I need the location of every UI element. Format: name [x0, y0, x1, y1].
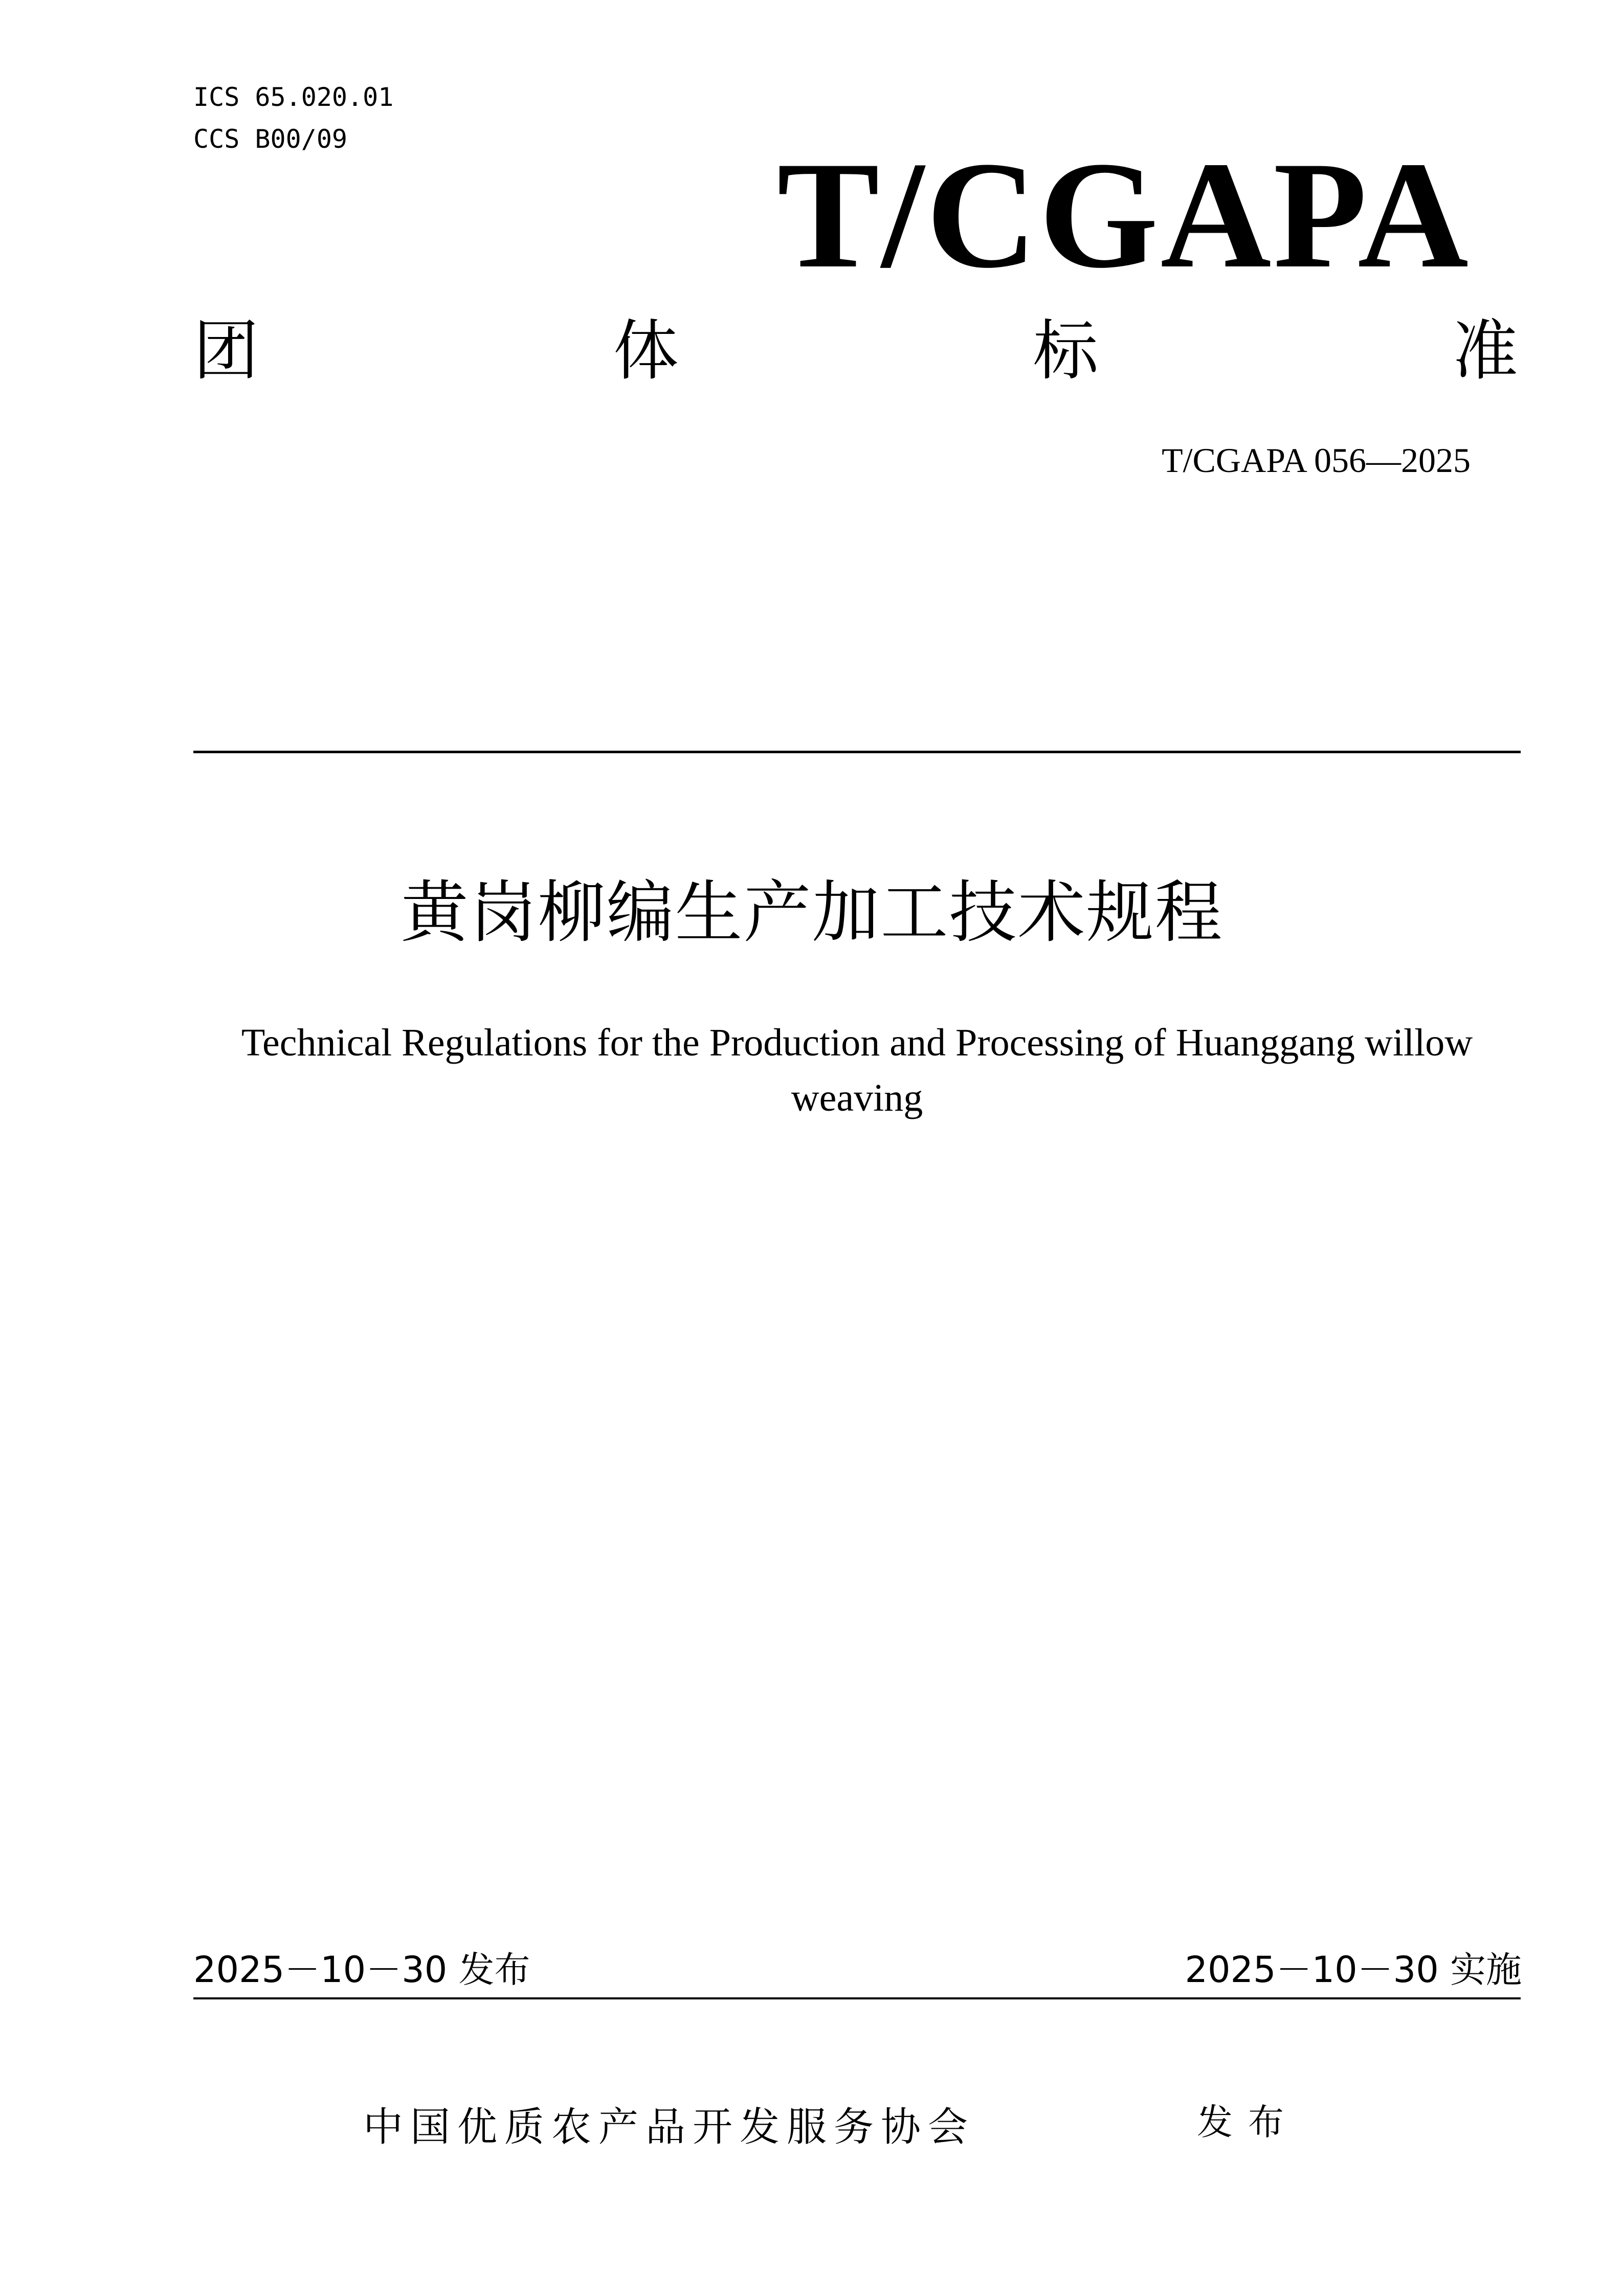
- standard-type-char: 准: [1452, 313, 1518, 389]
- standard-type-char: 体: [613, 313, 679, 389]
- document-title-chinese: 黄岗柳编生产加工技术规程: [401, 873, 1223, 952]
- standard-type-heading: [193, 313, 1518, 390]
- publish-date: 2025－10－30 发布: [193, 1949, 530, 1991]
- implement-date: 2025－10－30 实施: [1185, 1949, 1522, 1991]
- standard-type-char: 标: [1033, 313, 1099, 389]
- issuing-organization: 中国优质农产品开发服务协会: [363, 2104, 975, 2150]
- bottom-divider: [193, 1997, 1521, 1999]
- organization-logo: T/CGAPA: [777, 130, 1471, 300]
- issue-label: 发布: [1197, 2101, 1299, 2143]
- title-english-line: Technical Regulations for the Production and Processing of Huanggang willow: [241, 1021, 1473, 1064]
- title-english-line: weaving: [791, 1076, 923, 1119]
- standard-type-char: 团: [193, 313, 259, 389]
- ics-code: ICS 65.020.01: [193, 82, 394, 112]
- ccs-code: CCS B00/09: [193, 124, 348, 154]
- standard-number: T/CGAPA 056—2025: [1162, 441, 1471, 480]
- document-title-english: [193, 1015, 1521, 1126]
- top-divider: [193, 751, 1521, 753]
